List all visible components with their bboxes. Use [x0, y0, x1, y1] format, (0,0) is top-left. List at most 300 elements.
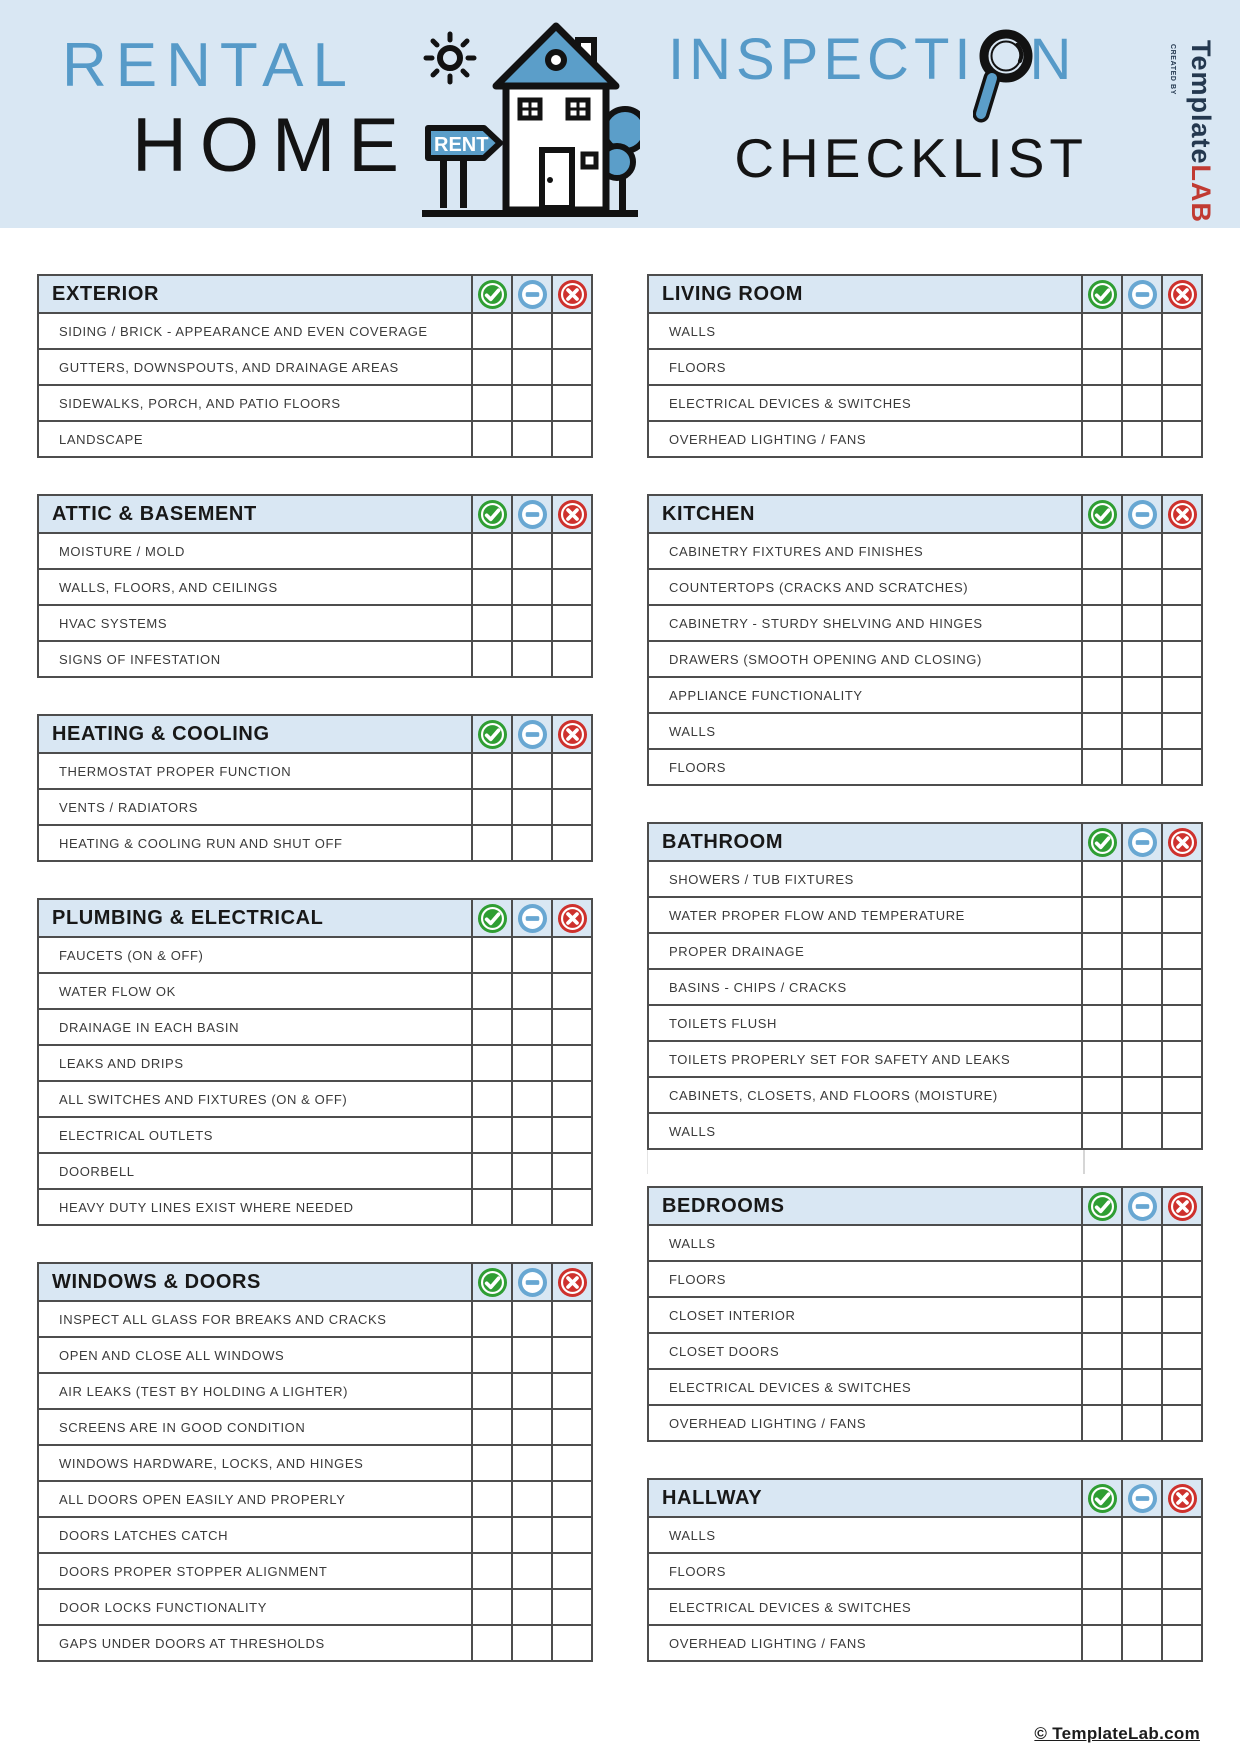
checkbox-cell-fail[interactable]	[1162, 1405, 1202, 1441]
item-label: WALLS, FLOORS, AND CEILINGS	[38, 569, 472, 605]
checkbox-cell-fair[interactable]	[1122, 1405, 1162, 1441]
checkbox-cell-fail[interactable]	[1162, 1077, 1202, 1113]
pass-icon	[472, 495, 512, 533]
checkbox-cell-fair[interactable]	[512, 825, 552, 861]
item-label: CLOSET DOORS	[648, 1333, 1082, 1369]
checkbox-cell-fail[interactable]	[552, 1553, 592, 1589]
checkbox-cell-pass[interactable]	[472, 569, 512, 605]
table-row	[648, 1405, 1202, 1441]
checkbox-cell-fair[interactable]	[512, 1337, 552, 1373]
checkbox-cell-fail[interactable]	[552, 1589, 592, 1625]
table-row	[648, 313, 1202, 349]
checkbox-cell-pass[interactable]	[1082, 1261, 1122, 1297]
checkbox-cell-fail[interactable]	[1162, 1041, 1202, 1077]
checkbox-cell-fail[interactable]	[552, 605, 592, 641]
checkbox-cell-fail[interactable]	[552, 1445, 592, 1481]
item-label: TOILETS PROPERLY SET FOR SAFETY AND LEAKS	[648, 1041, 1082, 1077]
pass-icon	[472, 715, 512, 753]
table-row	[648, 385, 1202, 421]
checkbox-cell-pass[interactable]	[1082, 1625, 1122, 1661]
checkbox-cell-fair[interactable]	[1122, 1517, 1162, 1553]
checkbox-cell-fair[interactable]	[512, 1301, 552, 1337]
checkbox-cell-fair[interactable]	[1122, 897, 1162, 933]
rent-sign-label: RENT	[434, 134, 489, 156]
section-table-exterior	[37, 274, 593, 458]
table-row	[38, 1481, 592, 1517]
checkbox-cell-fair[interactable]	[512, 421, 552, 457]
table-row	[38, 1553, 592, 1589]
checkbox-cell-fair[interactable]	[1122, 605, 1162, 641]
item-label: DRAWERS (SMOOTH OPENING AND CLOSING)	[648, 641, 1082, 677]
checkbox-cell-fair[interactable]	[1122, 861, 1162, 897]
item-label: VENTS / RADIATORS	[38, 789, 472, 825]
item-label: WALLS	[648, 1225, 1082, 1261]
checkbox-cell-pass[interactable]	[1082, 1333, 1122, 1369]
checkbox-cell-fail[interactable]	[1162, 1005, 1202, 1041]
checkbox-cell-pass[interactable]	[1082, 969, 1122, 1005]
checkbox-cell-fail[interactable]	[1162, 897, 1202, 933]
title-inspection-right: N	[1029, 27, 1077, 92]
checkbox-cell-fair[interactable]	[512, 1117, 552, 1153]
table-row	[38, 349, 592, 385]
table-row	[38, 1189, 592, 1225]
checkbox-cell-fair[interactable]	[512, 937, 552, 973]
checkbox-cell-fail[interactable]	[1162, 385, 1202, 421]
item-label: SIDEWALKS, PORCH, AND PATIO FLOORS	[38, 385, 472, 421]
section-table-living-room	[647, 274, 1203, 458]
checkbox-cell-fair[interactable]	[1122, 1589, 1162, 1625]
templatelab-logo	[1187, 40, 1214, 223]
checkbox-cell-pass[interactable]	[472, 1481, 512, 1517]
checkbox-cell-fail[interactable]	[1162, 605, 1202, 641]
item-label: DOOR LOCKS FUNCTIONALITY	[38, 1589, 472, 1625]
section-title: WINDOWS & DOORS	[38, 1263, 472, 1301]
item-label: PROPER DRAINAGE	[648, 933, 1082, 969]
checkbox-cell-pass[interactable]	[1082, 933, 1122, 969]
table-row	[648, 533, 1202, 569]
item-label: DRAINAGE IN EACH BASIN	[38, 1009, 472, 1045]
checkbox-cell-fail[interactable]	[1162, 641, 1202, 677]
checkbox-cell-fair[interactable]	[512, 1589, 552, 1625]
checkbox-cell-fair[interactable]	[512, 569, 552, 605]
checkbox-cell-fail[interactable]	[1162, 569, 1202, 605]
checkbox-cell-fail[interactable]	[1162, 1261, 1202, 1297]
section-table-bedrooms	[647, 1186, 1203, 1442]
table-row	[648, 569, 1202, 605]
checkbox-cell-fair[interactable]	[1122, 1369, 1162, 1405]
table-row	[38, 1153, 592, 1189]
item-label: FLOORS	[648, 349, 1082, 385]
table-row	[648, 349, 1202, 385]
fair-icon	[512, 495, 552, 533]
checkbox-cell-fair[interactable]	[512, 1081, 552, 1117]
checkbox-cell-fail[interactable]	[1162, 713, 1202, 749]
checkbox-cell-pass[interactable]	[1082, 385, 1122, 421]
table-row	[38, 385, 592, 421]
checkbox-cell-fair[interactable]	[512, 605, 552, 641]
checkbox-cell-fail[interactable]	[552, 1301, 592, 1337]
table-row	[648, 1517, 1202, 1553]
table-row	[38, 1589, 592, 1625]
fail-icon	[552, 899, 592, 937]
checkbox-cell-pass[interactable]	[472, 1373, 512, 1409]
checkbox-cell-fail[interactable]	[1162, 421, 1202, 457]
item-label: WALLS	[648, 313, 1082, 349]
checkbox-cell-fair[interactable]	[1122, 349, 1162, 385]
logo-lab: LAB	[1186, 164, 1216, 224]
checkbox-cell-pass[interactable]	[472, 349, 512, 385]
empty-row	[647, 1150, 1203, 1186]
checkbox-cell-fail[interactable]	[552, 1189, 592, 1225]
table-row	[38, 1337, 592, 1373]
checkbox-cell-pass[interactable]	[1082, 605, 1122, 641]
table-row	[38, 1517, 592, 1553]
checkbox-cell-fair[interactable]	[512, 1517, 552, 1553]
item-label: WATER PROPER FLOW AND TEMPERATURE	[648, 897, 1082, 933]
item-label: SCREENS ARE IN GOOD CONDITION	[38, 1409, 472, 1445]
table-row	[38, 641, 592, 677]
checkbox-cell-pass[interactable]	[472, 1189, 512, 1225]
checkbox-cell-pass[interactable]	[472, 825, 512, 861]
checkbox-cell-fail[interactable]	[552, 1625, 592, 1661]
table-row	[648, 749, 1202, 785]
section-title: LIVING ROOM	[648, 275, 1082, 313]
checkbox-cell-fail[interactable]	[1162, 933, 1202, 969]
table-row	[648, 677, 1202, 713]
fail-icon	[1162, 823, 1202, 861]
item-label: SIDING / BRICK - APPEARANCE AND EVEN COVERAGE	[38, 313, 472, 349]
logo-created-by: CREATED BY	[1169, 44, 1176, 95]
item-label: MOISTURE / MOLD	[38, 533, 472, 569]
checkbox-cell-pass[interactable]	[1082, 897, 1122, 933]
table-row	[38, 1117, 592, 1153]
checkbox-cell-fail[interactable]	[552, 1517, 592, 1553]
checkbox-cell-fair[interactable]	[1122, 1625, 1162, 1661]
checkbox-cell-fair[interactable]	[512, 1553, 552, 1589]
table-row	[648, 861, 1202, 897]
table-row	[648, 1005, 1202, 1041]
checkbox-cell-pass[interactable]	[472, 1117, 512, 1153]
table-row	[648, 1297, 1202, 1333]
checkbox-cell-fair[interactable]	[512, 1045, 552, 1081]
checkbox-cell-fair[interactable]	[512, 313, 552, 349]
magnifier-icon	[973, 28, 1035, 126]
checkbox-cell-fail[interactable]	[552, 1409, 592, 1445]
checkbox-cell-fair[interactable]	[1122, 421, 1162, 457]
checkbox-cell-pass[interactable]	[1082, 1589, 1122, 1625]
checkbox-cell-fair[interactable]	[512, 1481, 552, 1517]
checkbox-cell-pass[interactable]	[1082, 1041, 1122, 1077]
checkbox-cell-pass[interactable]	[1082, 1005, 1122, 1041]
table-row	[648, 969, 1202, 1005]
pass-icon	[1082, 1187, 1122, 1225]
checkbox-cell-pass[interactable]	[1082, 313, 1122, 349]
checkbox-cell-fail[interactable]	[552, 753, 592, 789]
table-row	[648, 1113, 1202, 1149]
fail-icon	[1162, 275, 1202, 313]
checkbox-cell-fair[interactable]	[1122, 1113, 1162, 1149]
table-row	[648, 933, 1202, 969]
checkbox-cell-fail[interactable]	[1162, 861, 1202, 897]
checkbox-cell-pass[interactable]	[472, 973, 512, 1009]
checkbox-cell-fail[interactable]	[552, 1081, 592, 1117]
table-row	[648, 1261, 1202, 1297]
checkbox-cell-fair[interactable]	[1122, 313, 1162, 349]
item-label: OVERHEAD LIGHTING / FANS	[648, 421, 1082, 457]
fail-icon	[1162, 1479, 1202, 1517]
section-table-hallway	[647, 1478, 1203, 1662]
checkbox-cell-fair[interactable]	[1122, 969, 1162, 1005]
checkbox-cell-fail[interactable]	[1162, 1589, 1202, 1625]
checkbox-cell-fail[interactable]	[1162, 1297, 1202, 1333]
fair-icon	[1122, 275, 1162, 313]
item-label: WINDOWS HARDWARE, LOCKS, AND HINGES	[38, 1445, 472, 1481]
checkbox-cell-pass[interactable]	[1082, 1517, 1122, 1553]
checkbox-cell-fail[interactable]	[552, 1373, 592, 1409]
checkbox-cell-fail[interactable]	[1162, 313, 1202, 349]
checkbox-cell-fail[interactable]	[552, 1337, 592, 1373]
checkbox-cell-fair[interactable]	[512, 1373, 552, 1409]
checkbox-cell-fair[interactable]	[512, 1009, 552, 1045]
pass-icon	[472, 1263, 512, 1301]
checkbox-cell-pass[interactable]	[472, 937, 512, 973]
item-label: OPEN AND CLOSE ALL WINDOWS	[38, 1337, 472, 1373]
checkbox-cell-fail[interactable]	[1162, 1333, 1202, 1369]
checkbox-cell-fair[interactable]	[1122, 1225, 1162, 1261]
checkbox-cell-pass[interactable]	[472, 533, 512, 569]
checkbox-cell-fail[interactable]	[1162, 349, 1202, 385]
table-row	[38, 1081, 592, 1117]
checklist-columns	[0, 274, 1240, 1698]
checkbox-cell-fair[interactable]	[512, 973, 552, 1009]
item-label: HEATING & COOLING RUN AND SHUT OFF	[38, 825, 472, 861]
checkbox-cell-pass[interactable]	[1082, 1077, 1122, 1113]
checkbox-cell-fair[interactable]	[1122, 569, 1162, 605]
fair-icon	[512, 715, 552, 753]
fair-icon	[1122, 495, 1162, 533]
item-label: LEAKS AND DRIPS	[38, 1045, 472, 1081]
item-label: WALLS	[648, 1517, 1082, 1553]
checkbox-cell-fail[interactable]	[1162, 1113, 1202, 1149]
checkbox-cell-fail[interactable]	[1162, 533, 1202, 569]
checkbox-cell-pass[interactable]	[472, 1337, 512, 1373]
checkbox-cell-pass[interactable]	[472, 1409, 512, 1445]
item-label: ELECTRICAL DEVICES & SWITCHES	[648, 385, 1082, 421]
section-title: EXTERIOR	[38, 275, 472, 313]
checkbox-cell-pass[interactable]	[1082, 677, 1122, 713]
pass-icon	[1082, 1479, 1122, 1517]
checkbox-cell-fair[interactable]	[1122, 533, 1162, 569]
checkbox-cell-pass[interactable]	[1082, 1113, 1122, 1149]
item-label: FLOORS	[648, 749, 1082, 785]
checkbox-cell-fail[interactable]	[552, 937, 592, 973]
checkbox-cell-pass[interactable]	[472, 1301, 512, 1337]
item-label: FLOORS	[648, 1553, 1082, 1589]
checkbox-cell-fair[interactable]	[1122, 1077, 1162, 1113]
section-table-bathroom	[647, 822, 1203, 1150]
item-label: AIR LEAKS (TEST BY HOLDING A LIGHTER)	[38, 1373, 472, 1409]
item-label: BASINS - CHIPS / CRACKS	[648, 969, 1082, 1005]
table-row	[38, 789, 592, 825]
checkbox-cell-fair[interactable]	[1122, 749, 1162, 785]
checkbox-cell-fair[interactable]	[512, 533, 552, 569]
checkbox-cell-pass[interactable]	[472, 1445, 512, 1481]
checkbox-cell-pass[interactable]	[472, 1009, 512, 1045]
item-label: WALLS	[648, 1113, 1082, 1149]
checkbox-cell-pass[interactable]	[472, 641, 512, 677]
table-row	[648, 713, 1202, 749]
checkbox-cell-pass[interactable]	[472, 1153, 512, 1189]
checkbox-cell-pass[interactable]	[472, 385, 512, 421]
checkbox-cell-fair[interactable]	[512, 753, 552, 789]
checkbox-cell-fail[interactable]	[552, 1117, 592, 1153]
checkbox-cell-fail[interactable]	[552, 973, 592, 1009]
logo-template: Template	[1186, 40, 1216, 165]
checkbox-cell-fail[interactable]	[1162, 749, 1202, 785]
checkbox-cell-fair[interactable]	[1122, 1553, 1162, 1589]
table-row	[38, 1409, 592, 1445]
checkbox-cell-fail[interactable]	[552, 1481, 592, 1517]
checkbox-cell-pass[interactable]	[472, 1517, 512, 1553]
checkbox-cell-pass[interactable]	[472, 789, 512, 825]
checkbox-cell-pass[interactable]	[472, 1081, 512, 1117]
checkbox-cell-fail[interactable]	[1162, 1225, 1202, 1261]
item-label: ELECTRICAL DEVICES & SWITCHES	[648, 1369, 1082, 1405]
item-label: DOORBELL	[38, 1153, 472, 1189]
table-row	[38, 313, 592, 349]
checkbox-cell-fair[interactable]	[1122, 933, 1162, 969]
checkbox-cell-fair[interactable]	[512, 1189, 552, 1225]
checkbox-cell-fail[interactable]	[1162, 677, 1202, 713]
checkbox-cell-fair[interactable]	[512, 1625, 552, 1661]
checkbox-cell-fair[interactable]	[512, 789, 552, 825]
table-row	[648, 1077, 1202, 1113]
checkbox-cell-fail[interactable]	[1162, 969, 1202, 1005]
checkbox-cell-fair[interactable]	[1122, 385, 1162, 421]
checkbox-cell-fail[interactable]	[1162, 1553, 1202, 1589]
section-title: HALLWAY	[648, 1479, 1082, 1517]
item-label: CLOSET INTERIOR	[648, 1297, 1082, 1333]
section-table-attic-basement	[37, 494, 593, 678]
column-left	[37, 274, 593, 1698]
checkbox-cell-fair[interactable]	[1122, 641, 1162, 677]
checkbox-cell-pass[interactable]	[1082, 641, 1122, 677]
checkbox-cell-pass[interactable]	[1082, 1225, 1122, 1261]
checkbox-cell-pass[interactable]	[1082, 713, 1122, 749]
table-row	[38, 1301, 592, 1337]
checkbox-cell-fair[interactable]	[1122, 1041, 1162, 1077]
checkbox-cell-fail[interactable]	[552, 825, 592, 861]
section-title: KITCHEN	[648, 495, 1082, 533]
item-label: ELECTRICAL OUTLETS	[38, 1117, 472, 1153]
section-table-plumbing-electrical	[37, 898, 593, 1226]
checkbox-cell-pass[interactable]	[472, 1589, 512, 1625]
checkbox-cell-pass[interactable]	[472, 1045, 512, 1081]
item-label: INSPECT ALL GLASS FOR BREAKS AND CRACKS	[38, 1301, 472, 1337]
checkbox-cell-pass[interactable]	[472, 1553, 512, 1589]
table-row	[38, 421, 592, 457]
item-label: ALL SWITCHES AND FIXTURES (ON & OFF)	[38, 1081, 472, 1117]
item-label: DOORS PROPER STOPPER ALIGNMENT	[38, 1553, 472, 1589]
checkbox-cell-pass[interactable]	[1082, 861, 1122, 897]
checkbox-cell-fair[interactable]	[1122, 677, 1162, 713]
item-label: WATER FLOW OK	[38, 973, 472, 1009]
checkbox-cell-fail[interactable]	[552, 421, 592, 457]
checkbox-cell-fair[interactable]	[512, 385, 552, 421]
footer-link[interactable]: © TemplateLab.com	[1034, 1724, 1200, 1743]
title-checklist: CHECKLIST	[734, 127, 1088, 189]
checkbox-cell-fair[interactable]	[1122, 1333, 1162, 1369]
checkbox-cell-fail[interactable]	[1162, 1369, 1202, 1405]
checkbox-cell-fair[interactable]	[512, 1445, 552, 1481]
checkbox-cell-pass[interactable]	[472, 753, 512, 789]
table-row	[648, 641, 1202, 677]
checkbox-cell-pass[interactable]	[472, 1625, 512, 1661]
fair-icon	[512, 1263, 552, 1301]
checkbox-cell-fail[interactable]	[552, 641, 592, 677]
table-row	[648, 1369, 1202, 1405]
checkbox-cell-fair[interactable]	[512, 349, 552, 385]
section-table-heating-cooling	[37, 714, 593, 862]
checkbox-cell-fair[interactable]	[1122, 1005, 1162, 1041]
checkbox-cell-pass[interactable]	[1082, 421, 1122, 457]
checkbox-cell-fair[interactable]	[1122, 1297, 1162, 1333]
checkbox-cell-pass[interactable]	[472, 421, 512, 457]
fair-icon	[1122, 823, 1162, 861]
checkbox-cell-pass[interactable]	[1082, 1369, 1122, 1405]
checkbox-cell-pass[interactable]	[1082, 1405, 1122, 1441]
house-icon	[420, 12, 640, 224]
checkbox-cell-fair[interactable]	[1122, 713, 1162, 749]
checkbox-cell-fail[interactable]	[552, 313, 592, 349]
checkbox-cell-pass[interactable]	[1082, 749, 1122, 785]
checkbox-cell-pass[interactable]	[472, 313, 512, 349]
item-label: ALL DOORS OPEN EASILY AND PROPERLY	[38, 1481, 472, 1517]
checkbox-cell-fail[interactable]	[552, 1009, 592, 1045]
checkbox-cell-fair[interactable]	[512, 1153, 552, 1189]
fair-icon	[1122, 1187, 1162, 1225]
item-label: OVERHEAD LIGHTING / FANS	[648, 1625, 1082, 1661]
checkbox-cell-fail[interactable]	[1162, 1625, 1202, 1661]
item-label: ELECTRICAL DEVICES & SWITCHES	[648, 1589, 1082, 1625]
checkbox-cell-fail[interactable]	[552, 385, 592, 421]
checkbox-cell-fail[interactable]	[1162, 1517, 1202, 1553]
checkbox-cell-fail[interactable]	[552, 349, 592, 385]
section-title: BEDROOMS	[648, 1187, 1082, 1225]
banner	[0, 0, 1240, 228]
checkbox-cell-fail[interactable]	[552, 789, 592, 825]
table-row	[38, 1373, 592, 1409]
pass-icon	[1082, 275, 1122, 313]
checkbox-cell-fail[interactable]	[552, 533, 592, 569]
checkbox-cell-fail[interactable]	[552, 569, 592, 605]
checkbox-cell-fair[interactable]	[1122, 1261, 1162, 1297]
checkbox-cell-pass[interactable]	[1082, 1553, 1122, 1589]
checkbox-cell-pass[interactable]	[1082, 349, 1122, 385]
checkbox-cell-fail[interactable]	[552, 1153, 592, 1189]
item-label: THERMOSTAT PROPER FUNCTION	[38, 753, 472, 789]
table-row	[38, 605, 592, 641]
section-title: ATTIC & BASEMENT	[38, 495, 472, 533]
checkbox-cell-pass[interactable]	[1082, 533, 1122, 569]
title-inspection	[668, 26, 1076, 126]
checkbox-cell-fail[interactable]	[552, 1045, 592, 1081]
checkbox-cell-fair[interactable]	[512, 1409, 552, 1445]
checkbox-cell-fair[interactable]	[512, 641, 552, 677]
checkbox-cell-pass[interactable]	[1082, 1297, 1122, 1333]
checkbox-cell-pass[interactable]	[1082, 569, 1122, 605]
checkbox-cell-pass[interactable]	[472, 605, 512, 641]
